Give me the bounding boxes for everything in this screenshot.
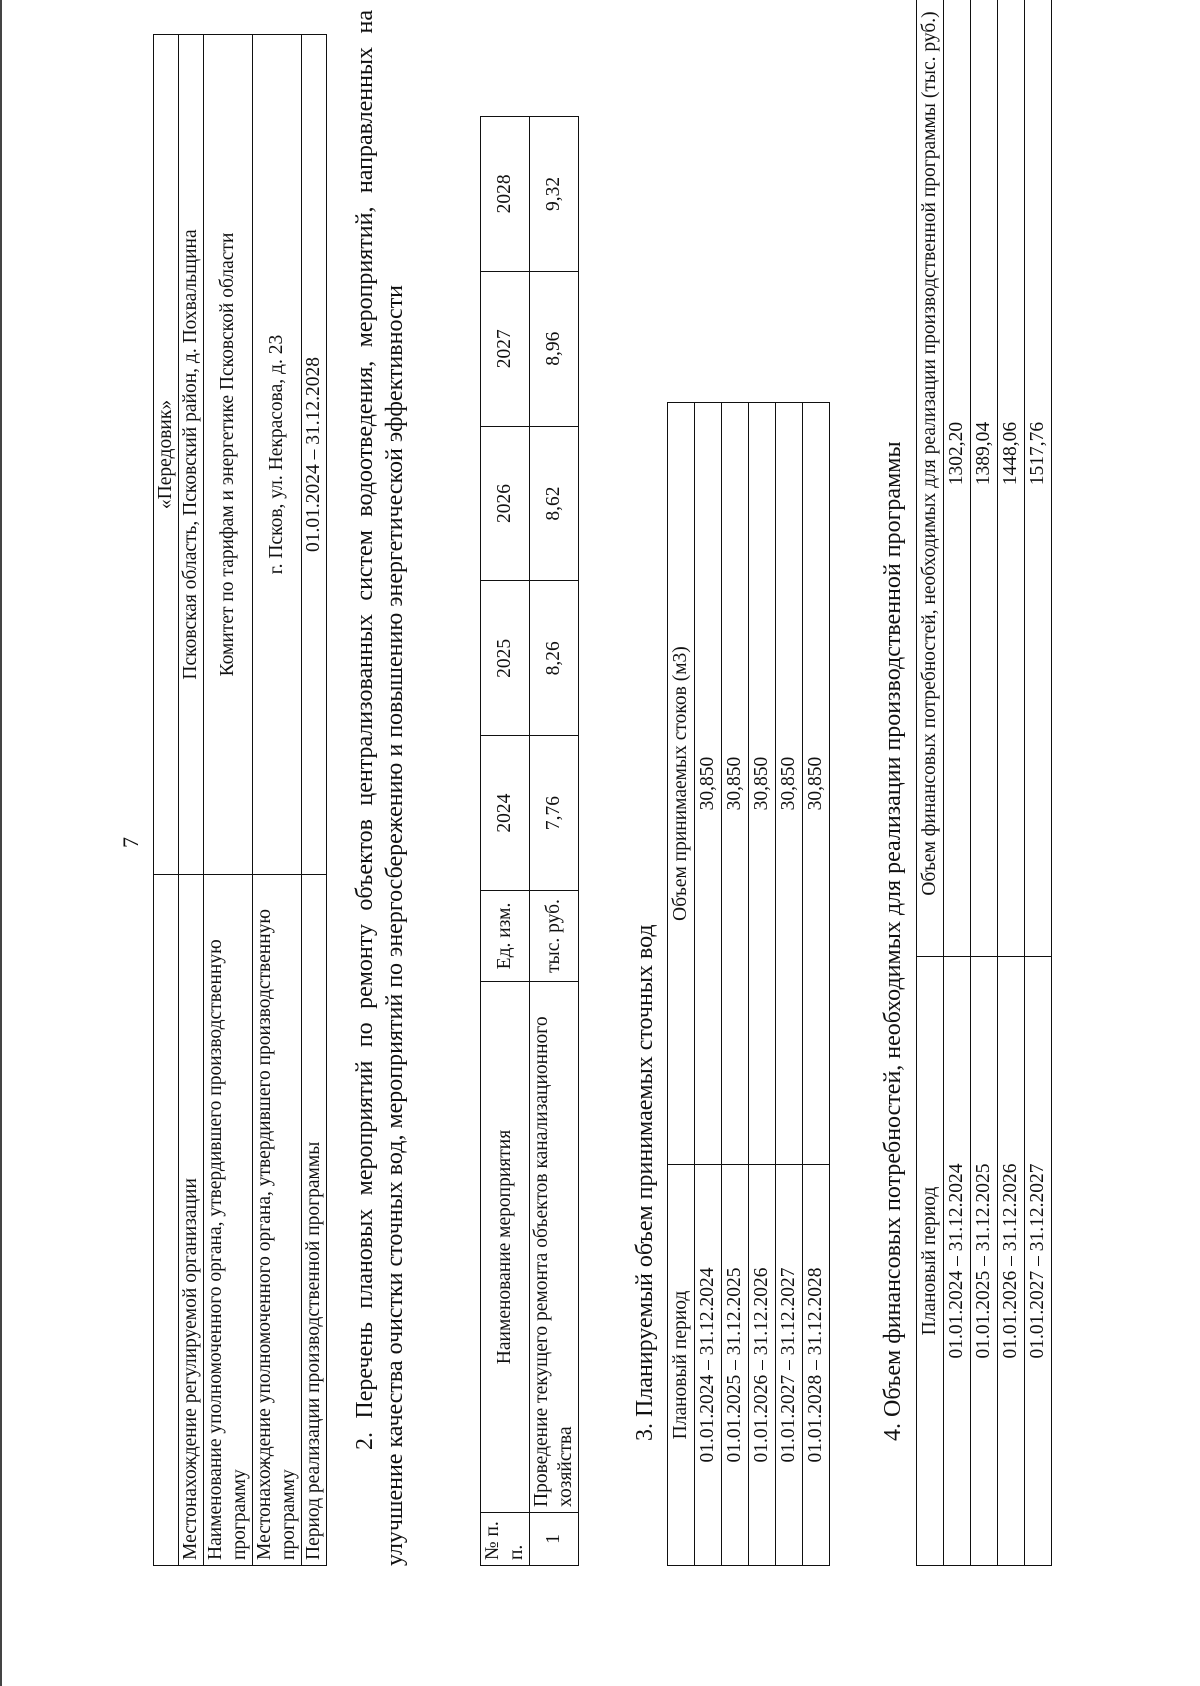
table-row	[722, 403, 749, 1566]
org-label-cell: Период реализации производственной программы	[302, 875, 327, 1566]
table-cell: 01.01.2025 – 31.12.2025	[971, 957, 998, 1566]
organization-info-table	[153, 34, 327, 1566]
wastewater-volume-table	[667, 402, 830, 1566]
table-row	[204, 35, 253, 1566]
section-4-heading: 4. Объем финансовых потребностей, необходимых для реализации производственной программы	[880, 441, 906, 1441]
table-cell: 30,850	[695, 403, 722, 1165]
org-value-cell: г. Псков, ул. Некрасова, д. 23	[253, 35, 302, 875]
table-row	[776, 403, 803, 1566]
table-row	[1025, 0, 1052, 1566]
table-cell: 8,96	[530, 271, 579, 426]
table-row	[154, 35, 179, 1566]
financial-needs-table	[916, 0, 1052, 1566]
table-cell: Проведение текущего ремонта объектов канализационного хозяйства	[530, 982, 579, 1513]
table-row	[695, 403, 722, 1566]
org-label-cell	[154, 875, 179, 1566]
header-cell: Плановый период	[917, 957, 944, 1566]
table-cell: 9,32	[530, 117, 579, 272]
table-cell: 01.01.2025 – 31.12.2025	[722, 1165, 749, 1566]
table-row	[998, 0, 1025, 1566]
table-cell: 1389,04	[971, 0, 998, 957]
table-cell: 01.01.2027 – 31.12.2027	[776, 1165, 803, 1566]
table-cell: 8,26	[530, 581, 579, 736]
table-row	[179, 35, 204, 1566]
table-cell: 01.01.2028 – 31.12.2028	[803, 1165, 830, 1566]
page-number: 7	[118, 837, 143, 848]
table-cell: 01.01.2024 – 31.12.2024	[695, 1165, 722, 1566]
activities-table	[480, 116, 579, 1566]
table-cell: 01.01.2024 – 31.12.2024	[944, 957, 971, 1566]
header-cell: 2025	[481, 581, 530, 736]
header-cell: 2024	[481, 736, 530, 891]
table-cell: 30,850	[722, 403, 749, 1165]
table-row	[302, 35, 327, 1566]
header-cell: 2027	[481, 271, 530, 426]
org-value-cell: 01.01.2024 – 31.12.2028	[302, 35, 327, 875]
table-cell: 1302,20	[944, 0, 971, 957]
table-cell: 30,850	[776, 403, 803, 1165]
table-cell: 01.01.2026 – 31.12.2026	[998, 957, 1025, 1566]
table-row	[944, 0, 971, 1566]
table-cell: 7,76	[530, 736, 579, 891]
table-row	[971, 0, 998, 1566]
table-cell: 1517,76	[1025, 0, 1052, 957]
header-cell: № п. п.	[481, 1513, 530, 1566]
table-cell: 01.01.2027 – 31.12.2027	[1025, 957, 1052, 1566]
section-3-heading: 3. Планируемый объем принимаемых сточных вод	[632, 924, 658, 1441]
table-header-row	[917, 0, 944, 1566]
table-row	[749, 403, 776, 1566]
org-label-cell: Местонахождение регулируемой организации	[179, 875, 204, 1566]
header-cell: Плановый период	[668, 1165, 695, 1566]
header-cell: 2026	[481, 426, 530, 581]
table-cell: 30,850	[803, 403, 830, 1165]
table-cell: 8,62	[530, 426, 579, 581]
table-header-row	[668, 403, 695, 1566]
table-cell: 30,850	[749, 403, 776, 1165]
org-value-cell: «Передовик»	[154, 35, 179, 875]
table-row	[530, 117, 579, 1566]
table-row	[253, 35, 302, 1566]
header-cell: Наименование мероприятия	[481, 982, 530, 1513]
table-cell: 01.01.2026 – 31.12.2026	[749, 1165, 776, 1566]
org-label-cell: Местонахождение уполномоченного органа, утвердившего производственную программу	[253, 875, 302, 1566]
table-row	[803, 403, 830, 1566]
org-value-cell: Комитет по тарифам и энергетике Псковской области	[204, 35, 253, 875]
header-cell: Объем финансовых потребностей, необходимых для реализации производственной программы (тыс. руб.)	[917, 0, 944, 957]
header-cell: Объем принимаемых стоков (м3)	[668, 403, 695, 1165]
header-cell: Ед. изм.	[481, 891, 530, 982]
table-cell: 1448,06	[998, 0, 1025, 957]
table-cell: тыс. руб.	[530, 891, 579, 982]
org-label-cell: Наименование уполномоченного органа, утвердившего производственную программу	[204, 875, 253, 1566]
table-cell: 1	[530, 1513, 579, 1566]
header-cell: 2028	[481, 117, 530, 272]
org-value-cell: Псковская область, Псковский район, д. Похвальщина	[179, 35, 204, 875]
section-2-heading: 2. Перечень плановых мероприятий по ремонту объектов централизованных систем водоотведения, мероприятий, направленных на улучшение качества очистки сточных вод, мероприятий по энергосбережению и повышению энергетической эффективности	[352, 10, 408, 1566]
table-header-row	[481, 117, 530, 1566]
